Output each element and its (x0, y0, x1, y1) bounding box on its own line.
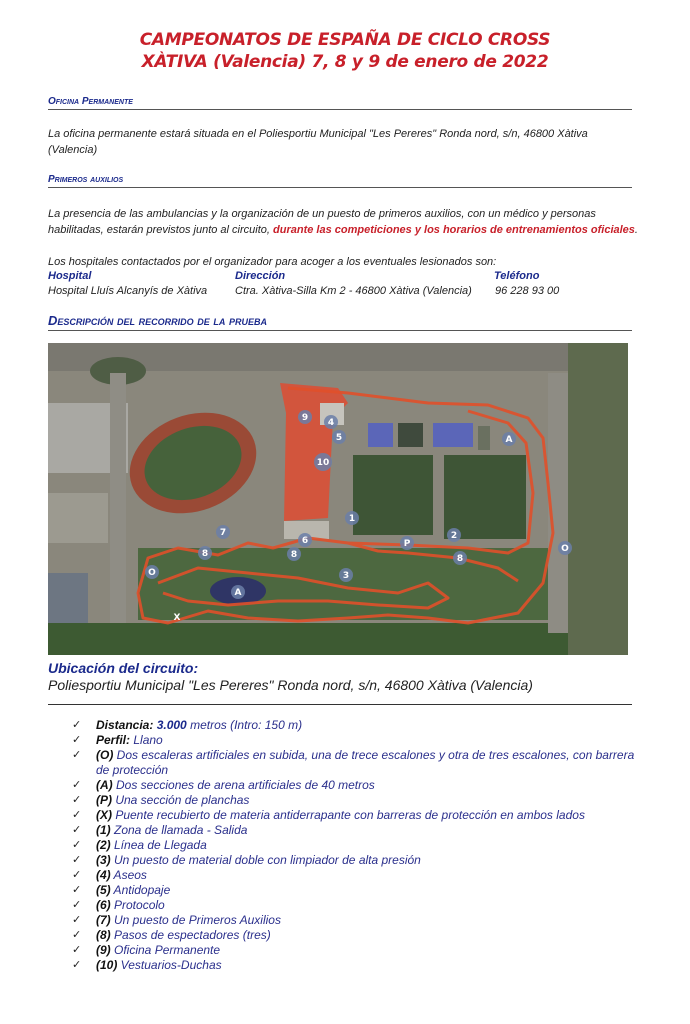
marker-9 (298, 410, 312, 424)
marker-5 (332, 430, 346, 444)
check-icon: ✓ (72, 809, 82, 821)
feature-item-9 (72, 943, 642, 958)
feature-text: Un puesto de material doble con limpiador de alta presión (110, 853, 421, 867)
marker-8a (198, 546, 212, 560)
marker-o-west (145, 565, 159, 579)
primeros-auxilios-text (48, 206, 638, 238)
marker-a-east (502, 432, 516, 446)
svg-text:9: 9 (301, 413, 309, 423)
section-heading-oficina: Oficina Permanente (48, 96, 632, 110)
feature-item-6 (72, 898, 642, 913)
feature-key: Perfil: (96, 733, 131, 747)
svg-text:1: 1 (348, 514, 356, 524)
feature-item-4 (72, 868, 642, 883)
check-icon: ✓ (72, 959, 82, 971)
feature-key: (9) (96, 943, 111, 957)
feature-item-8 (72, 928, 642, 943)
marker-8b (287, 547, 301, 561)
svg-text:X: X (173, 613, 181, 623)
feature-key: (2) (96, 838, 111, 852)
section-heading-primeros-auxilios: Primeros auxilios (48, 174, 632, 188)
feature-text: Dos secciones de arena artificiales de 40 metros (112, 778, 375, 792)
feature-key: (8) (96, 928, 111, 942)
feature-item-a (72, 778, 642, 793)
svg-text:2: 2 (450, 531, 458, 541)
svg-text:O: O (561, 544, 569, 554)
marker-6 (298, 533, 312, 547)
primeros-auxilios-highlight: durante las competiciones y los horarios de entrenamientos oficiales (273, 224, 635, 236)
primeros-auxilios-text-b: . (634, 224, 638, 236)
feature-item-5 (72, 883, 642, 898)
feature-item-3 (72, 853, 642, 868)
hospital-address: Ctra. Xàtiva-Silla Km 2 - 46800 Xàtiva (Valencia) (235, 285, 472, 297)
feature-item-x (72, 808, 642, 823)
marker-1 (345, 511, 359, 525)
feature-text: Zona de llamada - Salida (110, 823, 248, 837)
marker-3 (339, 568, 353, 582)
feature-key: (10) (96, 958, 118, 972)
feature-key: (1) (96, 823, 111, 837)
svg-text:6: 6 (301, 536, 309, 546)
feature-item-o (72, 748, 642, 778)
feature-key: (4) (96, 868, 111, 882)
check-icon: ✓ (72, 929, 82, 941)
marker-10 (314, 453, 332, 471)
feature-text: Línea de Llegada (110, 838, 207, 852)
document-title: CAMPEONATOS DE ESPAÑA DE CICLO CROSS (139, 30, 551, 50)
svg-text:3: 3 (342, 571, 350, 581)
column-header-direccion: Dirección (235, 270, 286, 282)
check-icon: ✓ (72, 794, 82, 806)
feature-text: Protocolo (110, 898, 165, 912)
svg-text:O: O (148, 568, 156, 578)
feature-text: Oficina Permanente (110, 943, 221, 957)
feature-text: Aseos (110, 868, 147, 882)
svg-text:A: A (505, 435, 513, 445)
check-icon: ✓ (72, 719, 82, 731)
section-divider (48, 704, 632, 705)
feature-item-distancia (72, 718, 642, 733)
primeros-auxilios-text-a: La presencia de las ambulancias y la organización de un puesto de primeros auxilios, con un médico y personas habilitadas, estarán previstos junto al circuito, (48, 208, 596, 236)
feature-text: Pasos de espectadores (tres) (110, 928, 271, 942)
map-football-field-2 (444, 455, 526, 539)
feature-text: Antidopaje (110, 883, 171, 897)
feature-key: (P) (96, 793, 112, 807)
feature-key: (3) (96, 853, 111, 867)
svg-text:P: P (403, 539, 411, 549)
map-road-west (110, 373, 126, 655)
check-icon: ✓ (72, 779, 82, 791)
feature-text: Un puesto de Primeros Auxilios (110, 913, 281, 927)
svg-text:4: 4 (327, 418, 335, 428)
check-icon: ✓ (72, 854, 82, 866)
check-icon: ✓ (72, 914, 82, 926)
hospital-phone: 96 228 93 00 (495, 285, 560, 297)
feature-key: (7) (96, 913, 111, 927)
svg-text:8: 8 (201, 549, 209, 559)
section-heading-recorrido: Descripción del recorrido de la prueba (48, 313, 632, 331)
location-address: Poliesportiu Municipal "Les Pereres" Ronda nord, s/n, 46800 Xàtiva (Valencia) (48, 677, 533, 693)
svg-text:5: 5 (335, 433, 343, 443)
marker-x (174, 613, 181, 623)
svg-text:10: 10 (316, 458, 330, 468)
oficina-text: La oficina permanente estará situada en el Poliesportiu Municipal "Les Pereres" Ronda nord, s/n, 46800 Xàtiva (Valencia) (48, 128, 588, 156)
feature-text: Dos escaleras artificiales en subida, una de trece escalones y otra de tres escalones, con barrera de protección (96, 748, 635, 777)
feature-key: (5) (96, 883, 111, 897)
check-icon: ✓ (72, 869, 82, 881)
feature-item-10 (72, 958, 642, 973)
feature-key: (6) (96, 898, 111, 912)
column-header-telefono: Teléfono (494, 270, 540, 282)
marker-a-west (231, 585, 245, 599)
feature-text: Llano (130, 733, 163, 747)
map-court-2 (398, 423, 423, 447)
feature-key: (X) (96, 808, 112, 822)
marker-p (400, 536, 414, 550)
marker-o-east (558, 541, 572, 555)
feature-key: (O) (96, 748, 114, 762)
feature-text: Vestuarios-Duchas (117, 958, 222, 972)
feature-item-perfil (72, 733, 642, 748)
feature-item-1 (72, 823, 642, 838)
marker-8c (453, 551, 467, 565)
location-label: Ubicación del circuito: (48, 660, 199, 676)
marker-7 (216, 525, 230, 539)
hospital-name: Hospital Lluís Alcanyís de Xàtiva (48, 285, 208, 297)
feature-key: Distancia: (96, 718, 154, 732)
check-icon: ✓ (72, 734, 82, 746)
map-football-field-1 (353, 455, 433, 535)
svg-text:7: 7 (219, 528, 227, 538)
check-icon: ✓ (72, 749, 82, 761)
map-court-1 (368, 423, 393, 447)
column-header-hospital: Hospital (48, 270, 92, 282)
check-icon: ✓ (72, 944, 82, 956)
feature-key: (A) (96, 778, 113, 792)
feature-item-p (72, 793, 642, 808)
feature-item-2 (72, 838, 642, 853)
feature-value: 3.000 (156, 718, 187, 732)
feature-text: Una sección de planchas (112, 793, 250, 807)
svg-text:8: 8 (456, 554, 464, 564)
feature-text: Puente recubierto de materia antiderrapante con barreras de protección en ambos lados (112, 808, 585, 822)
marker-2 (447, 528, 461, 542)
check-icon: ✓ (72, 899, 82, 911)
check-icon: ✓ (72, 824, 82, 836)
marker-4 (324, 415, 338, 429)
document-subtitle: XÀTIVA (Valencia) 7, 8 y 9 de enero de 2022 (141, 52, 549, 72)
feature-item-7 (72, 913, 642, 928)
map-court-4 (478, 426, 490, 450)
map-court-3 (433, 423, 473, 447)
map-fields-east (568, 343, 628, 655)
map-circuit-grass (138, 548, 548, 620)
svg-text:8: 8 (290, 550, 298, 560)
circuit-aerial-map (48, 343, 628, 655)
hospitals-intro: Los hospitales contactados por el organizador para acoger a los eventuales lesionados son: (48, 256, 497, 268)
svg-text:A: A (234, 588, 242, 598)
map-lot-west (48, 493, 108, 543)
feature-text: metros (Intro: 150 m) (186, 718, 303, 732)
check-icon: ✓ (72, 839, 82, 851)
map-orchards-south (48, 623, 628, 655)
circuit-map-graphic (48, 343, 628, 655)
check-icon: ✓ (72, 884, 82, 896)
circuit-features-list (72, 718, 642, 973)
